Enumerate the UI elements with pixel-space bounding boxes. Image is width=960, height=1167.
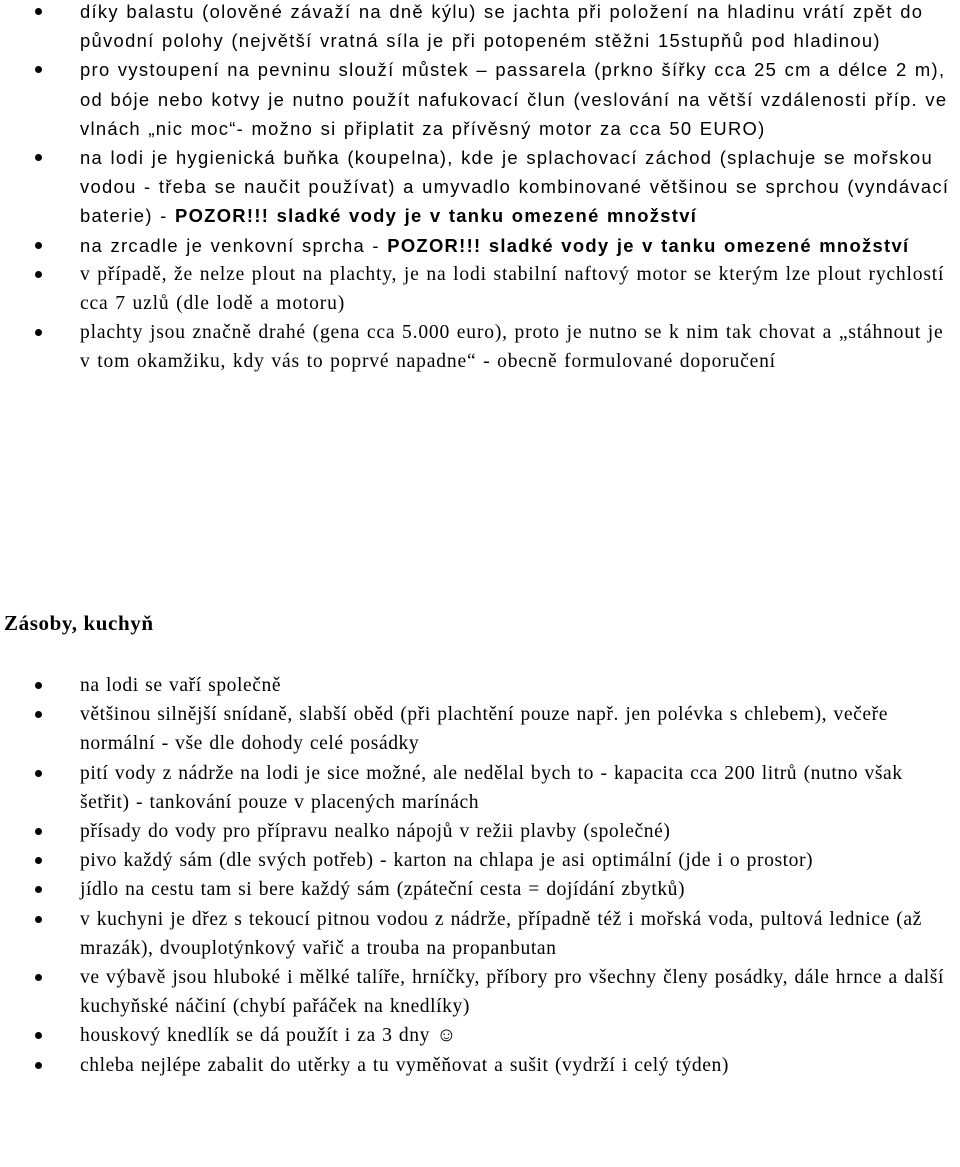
list-item-text: chleba nejlépe zabalit do utěrky a tu vyměňovat a sušit (vydrží i celý týden) — [80, 1054, 729, 1076]
list-item-text: pivo každý sám (dle svých potřeb) - karton na chlapa je asi optimální (jde i o prostor) — [80, 850, 814, 872]
list-item — [0, 318, 960, 376]
list-item-text: plachty jsou značně drahé (gena cca 5.000 euro), proto je nutno se k nim tak chovat a „stáhnout je v tom okamžiku, kdy vás to poprvé napadne“ - obecně formulované doporučení — [80, 322, 944, 373]
list-item — [0, 260, 960, 318]
bullet-icon — [35, 682, 42, 689]
bullet-icon — [35, 66, 42, 73]
list-item-text: na lodi je hygienická buňka (koupelna), kde je splachovací záchod (splachuje se mořskou vodou - třeba se naučit používat) a umyvadlo kombinované většinou se sprchou (vyndávací baterie) - — [80, 147, 950, 227]
bullet-icon — [35, 242, 42, 249]
list-item — [0, 143, 960, 231]
list-item-text: většinou silnější snídaně, slabší oběd (při plachtění pouze např. jen polévka s chlebem), večeře normální - vše dle dohody celé posádky — [80, 704, 888, 755]
list-item — [0, 231, 960, 260]
bullet-icon — [35, 8, 42, 15]
bullet-list-general — [0, 0, 960, 377]
bullet-icon — [35, 828, 42, 835]
bullet-list-supplies — [0, 671, 960, 1080]
list-item-text: na lodi se vaří společně — [80, 675, 282, 696]
list-item — [0, 963, 960, 1021]
list-item-text: v případě, že nelze plout na plachty, je na lodi stabilní naftový motor se kterým lze plout rychlostí cca 7 uzlů (dle lodě a motoru) — [80, 263, 945, 315]
warning-text: POZOR!!! sladké vody je v tanku omezené množství — [387, 234, 910, 256]
list-item-text: pití vody z nádrže na lodi je sice možné, ale nedělal bych to - kapacita cca 200 litrů (nutno však šetřit) - tankování pouze v placených marínách — [80, 762, 903, 813]
list-item — [0, 759, 960, 817]
list-item-text: díky balastu (olověné závaží na dně kýlu) se jachta při položení na hladinu vrátí zpět do původní polohy (největší vratná síla je při potopeném stěžni 15stupňů pod hladinou) — [80, 1, 924, 52]
bullet-icon — [35, 770, 42, 777]
list-item — [0, 905, 960, 963]
bullet-icon — [35, 916, 42, 923]
warning-text: POZOR!!! sladké vody je v tanku omezené množství — [175, 205, 698, 227]
bullet-icon — [35, 154, 42, 161]
list-item — [0, 1021, 960, 1050]
list-item-text: houskový knedlík se dá použít i za 3 dny ☺ — [80, 1025, 457, 1047]
list-item — [0, 875, 960, 904]
bullet-icon — [35, 857, 42, 864]
bullet-icon — [35, 1062, 42, 1069]
list-item-text: pro vystoupení na pevninu slouží můstek – passarela (prkno šířky cca 25 cm a délce 2 m), od bóje nebo kotvy je nutno použít nafukovací člun (veslování na větší vzdálenosti příp. ve vlnách „nic moc“- možno si připlatit za přívěsný motor za cca 50 EURO) — [80, 59, 948, 139]
bullet-icon — [35, 886, 42, 893]
bullet-icon — [35, 974, 42, 981]
bullet-icon — [35, 271, 42, 278]
bullet-icon — [35, 711, 42, 718]
list-item — [0, 846, 960, 875]
list-item-text: v kuchyni je dřez s tekoucí pitnou vodou z nádrže, případně též i mořská voda, pultová lednice (až mrazák), dvouplotýnkový vařič a trouba na propanbutan — [80, 908, 922, 959]
list-item-text: jídlo na cestu tam si bere každý sám (zpáteční cesta = dojídání zbytků) — [80, 879, 686, 901]
list-item-text: ve výbavě jsou hluboké i mělké talíře, hrníčky, příbory pro všechny členy posádky, dále hrnce a další kuchyňské náčiní (chybí pařáček na knedlíky) — [80, 967, 944, 1018]
list-item — [0, 1051, 960, 1080]
list-item — [0, 817, 960, 846]
list-item-text: přísady do vody pro přípravu nealko nápojů v režii plavby (společné) — [80, 821, 671, 843]
list-item — [0, 700, 960, 758]
list-item — [0, 671, 960, 700]
list-item-text: na zrcadle je venkovní sprcha - — [80, 234, 388, 256]
list-item — [0, 0, 960, 55]
bullet-icon — [35, 329, 42, 336]
list-item — [0, 55, 960, 143]
section-heading-supplies: Zásoby, kuchyň — [4, 611, 154, 635]
bullet-icon — [35, 1032, 42, 1039]
